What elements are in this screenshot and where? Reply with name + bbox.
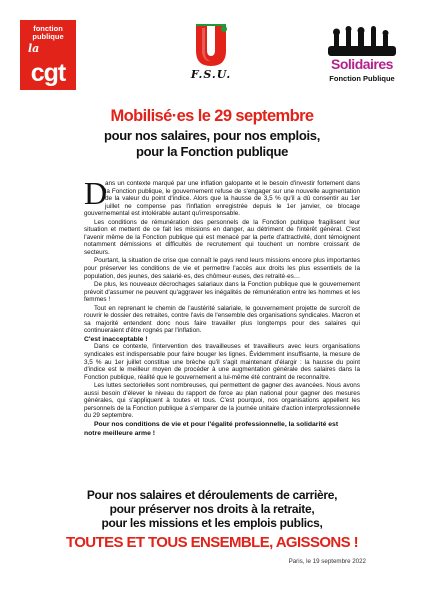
section-heading: C'est inacceptable ! <box>84 335 148 343</box>
paragraph-1-text: ans un contexte marqué par une inflation galopante et le besoin d'investir fortement dans la Fonction publique, le gouvernement refuse de s'engager sur une nouvelle augmentation de la valeur du point d'indice. Alors que la hausse de 3,5 % qu'il a dû consentir au 1er juillet ne compense pas l'inflation enregistrée depuis le 1er janvier, ce blocage gouvernemental est intolérable autant qu'irresponsable. <box>84 180 360 218</box>
slogan-block <box>0 488 424 530</box>
closing-line-2: notre meilleure arme ! <box>84 429 156 437</box>
slogan-line-3: pour les missions et les emplois publics, <box>101 516 323 530</box>
paragraph-1 <box>84 175 360 218</box>
cgt-la: la <box>28 42 40 55</box>
cgt-line2: publique <box>32 32 64 41</box>
paragraph-7: Les luttes sectorielles sont nombreuses, qui permettent de gagner des avancées. Nous avons aussi besoin d'élever le niveau du rapport de force au plan national pour gagner des mesures générales, qui s'appliquent à toutes et tous. C'est pourquoi, nos organisations appellent les personnels de la Fonction publique à s'emparer de la journée unitaire d'action interprofessionnelle du 29 septembre. <box>84 382 360 420</box>
date-signature: Paris, le 19 septembre 2022 <box>288 558 366 565</box>
cgt-logo <box>20 20 76 90</box>
paragraph-6: Dans ce contexte, l'intervention des travailleuses et travailleurs avec leurs organisations syndicales est indispensable pour faire bouger les lignes. Évidemment insuffisante, la mesure de 3,5 % au 1er juillet constitue une brèche qu'il s'agit maintenant d'élargir : la hausse du point d'indice est le meilleur moyen de procéder à une augmentation générale des salaires dans la Fonction publique, réalité que le gouvernement a lui-même été contraint de reconnaître. <box>84 343 360 381</box>
article-body <box>84 175 360 438</box>
call-to-action: TOUTES ET TOUS ENSEMBLE, AGISSONS ! <box>65 534 359 551</box>
cgt-logo-text <box>20 25 76 41</box>
solidaires-logo <box>322 26 402 92</box>
cgt-word: cgt <box>30 59 66 87</box>
slogan-line-1: Pour nos salaires et déroulements de carrière, <box>86 488 338 502</box>
slogan-line-2: pour préserver nos droits à la retraite, <box>109 502 315 516</box>
paragraph-5: Tout en reprenant le chemin de l'austérité salariale, le gouvernement projette de surcroît de rouvrir le dossier des retraites, contre l'avis de l'ensemble des organisations syndicales. Macron et sa majorité entendent donc nous faire travailler plus longtemps pour des salaires qui continueraient d'être rognés par l'inflation. <box>84 304 360 335</box>
paragraph-4: De plus, les nouveaux décrochages salariaux dans la Fonction publique que le gouvernement prévoit d'assumer ne peuvent qu'aggraver les inégalités de rémunération entre les hommes et les femmes ! <box>84 281 360 304</box>
subtitle-line-1: pour nos salaires, pour nos emplois, <box>103 128 321 143</box>
closing-line-1: Pour nos conditions de vie et pour l'égalité professionnelle, la solidarité est <box>94 420 339 428</box>
fsu-logo <box>188 22 234 82</box>
cgt-line1: fonction <box>33 24 63 33</box>
crowd-fists-icon <box>322 26 402 58</box>
paragraph-2: Les conditions de rémunération des personnels de la Fonction publique fragilisent leur situation et mettent de ce fait les missions en danger, au détriment de l'intérêt général. C'est l'avenir même de la Fonction publique qui est menacé par la perte d'attractivité, dont témoignent notamment démissions et difficultés de recrutement qui touchent un nombre croissant de secteurs. <box>84 218 360 256</box>
page-title: Mobilisé·es le 29 septembre <box>110 107 314 125</box>
subtitle-line-2: pour la Fonction publique <box>135 144 289 159</box>
solidaires-sub: Fonction Publique <box>329 74 395 83</box>
page-subtitle <box>0 128 424 160</box>
drop-cap: D <box>84 175 108 211</box>
fsu-emblem-icon <box>188 22 234 68</box>
fsu-label: F.S.U. <box>190 68 232 81</box>
paragraph-3: Pourtant, la situation de crise que connaît le pays rend leurs missions encore plus importantes pour préserver les conditions de vie et permettre l'accès aux droits les plus essentiels de la population, des jeunes, des salarié·es, des chômeur·euses, des retraité·es… <box>84 257 360 280</box>
solidaires-word: Solidaires <box>331 56 393 72</box>
